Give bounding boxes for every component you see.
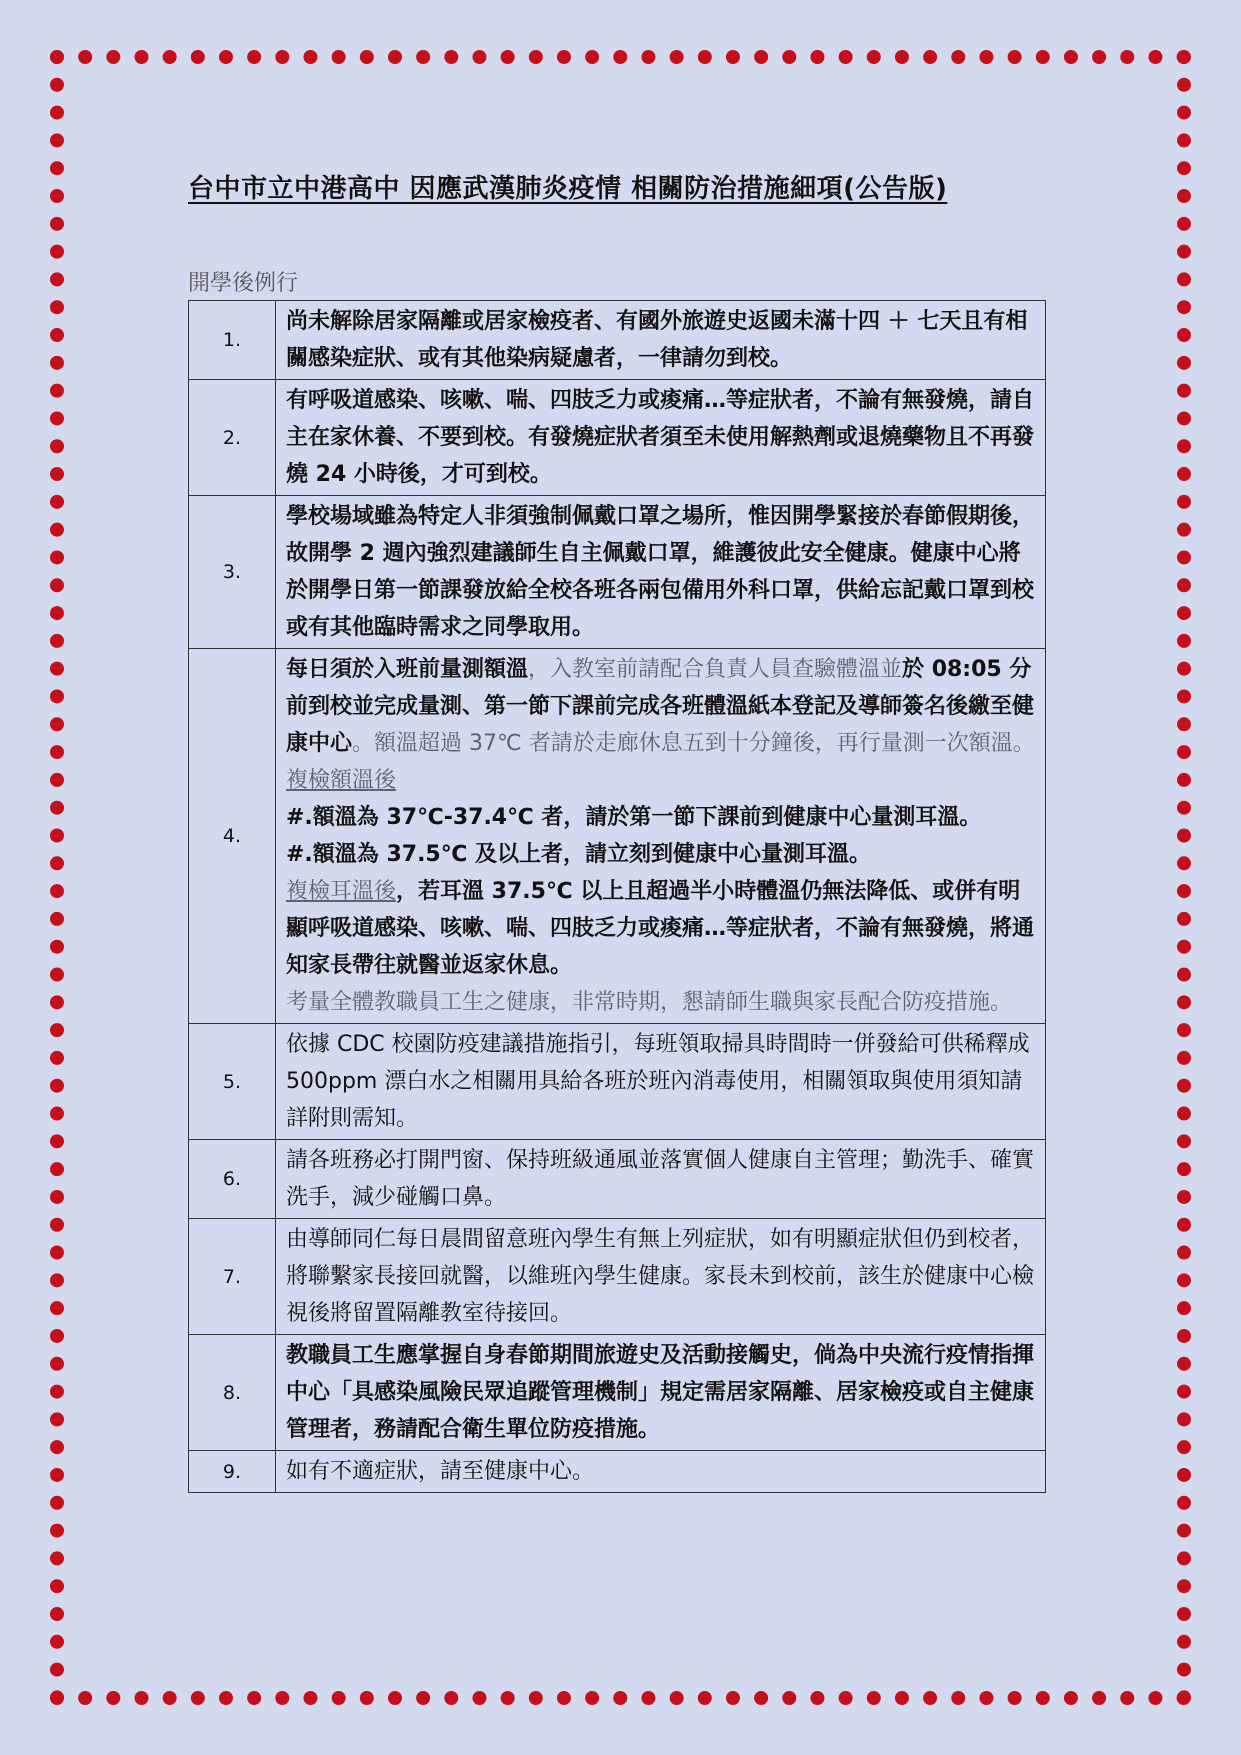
table-row bbox=[189, 1140, 1046, 1219]
row-number: 1. bbox=[189, 301, 276, 380]
row-text: 教職員工生應掌握自身春節期間旅遊史及活動接觸史，倘為中央流行疫情指揮中心「具感染風險民眾追蹤管理機制」規定需居家隔離、居家檢疫或自主健康管理者，務請配合衛生單位防疫措施。 bbox=[276, 1335, 1046, 1451]
table-row bbox=[189, 1024, 1046, 1140]
row-number: 9. bbox=[189, 1451, 276, 1493]
row-text: 如有不適症狀，請至健康中心。 bbox=[276, 1451, 1046, 1493]
table-row bbox=[189, 1219, 1046, 1335]
bold-text: 每日須於入班前量測額溫 bbox=[286, 657, 529, 682]
document-title: 台中市立中港高中 因應武漢肺炎疫情 相關防治措施細項(公告版) bbox=[188, 174, 948, 204]
row-number: 5. bbox=[189, 1024, 276, 1140]
row-text: 尚未解除居家隔離或居家檢疫者、有國外旅遊史返國未滿十四 ＋ 七天且有相關感染症狀、或有其他染病疑慮者，一律請勿到校。 bbox=[276, 301, 1046, 380]
closing-note: 考量全體教職員工生之健康，非常時期，懇請師生職與家長配合防疫措施。 bbox=[286, 990, 1013, 1015]
forehead-rule-a: #.額溫為 37℃-37.4℃ 者，請於第一節下課前到健康中心量測耳溫。 bbox=[286, 805, 982, 830]
table-row bbox=[189, 301, 1046, 380]
table-row bbox=[189, 380, 1046, 496]
row-number: 8. bbox=[189, 1335, 276, 1451]
table-row bbox=[189, 496, 1046, 649]
row-number: 7. bbox=[189, 1219, 276, 1335]
recheck-forehead-heading: 複檢額溫後 bbox=[286, 768, 397, 793]
gray-text: 。額溫超過 37℃ 者請於走廊休息五到十分鐘後，再行量測一次額溫。 bbox=[352, 731, 1035, 756]
section-label: 開學後例行 bbox=[188, 271, 299, 296]
gray-text: ，入教室前請配合負責人員查驗體溫並 bbox=[528, 657, 903, 682]
row-text: 請各班務必打開門窗、保持班級通風並落實個人健康自主管理；勤洗手、確實洗手，減少碰觸口鼻。 bbox=[276, 1140, 1046, 1219]
row-number: 2. bbox=[189, 380, 276, 496]
row-text: 由導師同仁每日晨間留意班內學生有無上列症狀，如有明顯症狀但仍到校者，將聯繫家長接回就醫，以維班內學生健康。家長未到校前，該生於健康中心檢視後將留置隔離教室待接回。 bbox=[276, 1219, 1046, 1335]
measures-table bbox=[188, 300, 1046, 1493]
recheck-ear-heading: 複檢耳溫後 bbox=[286, 879, 397, 904]
table-row bbox=[189, 1451, 1046, 1493]
row-text bbox=[276, 649, 1046, 1024]
bold-text: ，若耳溫 37.5℃ 以上且超過半小時體溫仍無法降低、或併有明顯呼吸道感染、咳嗽、喘、四肢乏力或痠痛…等症狀者，不論有無發燒，將通知家長帶往就醫並返家休息。 bbox=[286, 879, 1035, 978]
row-number: 6. bbox=[189, 1140, 276, 1219]
bold-text: 於 08:05 分前到校並完成量測、第一節下課前完成各班體溫紙本登記及導師簽名後繳至健康中心 bbox=[286, 657, 1035, 756]
row-text: 學校場域雖為特定人非須強制佩戴口罩之場所，惟因開學緊接於春節假期後，故開學 2 週內強烈建議師生自主佩戴口罩，維護彼此安全健康。健康中心將於開學日第一節課發放給全校各班各兩包備用外科口罩，供給忘記戴口罩到校或有其他臨時需求之同學取用。 bbox=[276, 496, 1046, 649]
row-text: 依據 CDC 校園防疫建議措施指引，每班領取掃具時間時一併發給可供稀釋成 500ppm 漂白水之相關用具給各班於班內消毒使用，相關領取與使用須知請詳附則需知。 bbox=[276, 1024, 1046, 1140]
ear-paragraph bbox=[286, 873, 1035, 984]
row-text: 有呼吸道感染、咳嗽、喘、四肢乏力或痠痛…等症狀者，不論有無發燒，請自主在家休養、不要到校。有發燒症狀者須至未使用解熱劑或退燒藥物且不再發燒 24 小時後，才可到校。 bbox=[276, 380, 1046, 496]
measurement-paragraph bbox=[286, 651, 1035, 762]
table-row bbox=[189, 649, 1046, 1024]
row-number: 3. bbox=[189, 496, 276, 649]
row-number: 4. bbox=[189, 649, 276, 1024]
table-row bbox=[189, 1335, 1046, 1451]
forehead-rule-b: #.額溫為 37.5℃ 及以上者，請立刻到健康中心量測耳溫。 bbox=[286, 842, 872, 867]
